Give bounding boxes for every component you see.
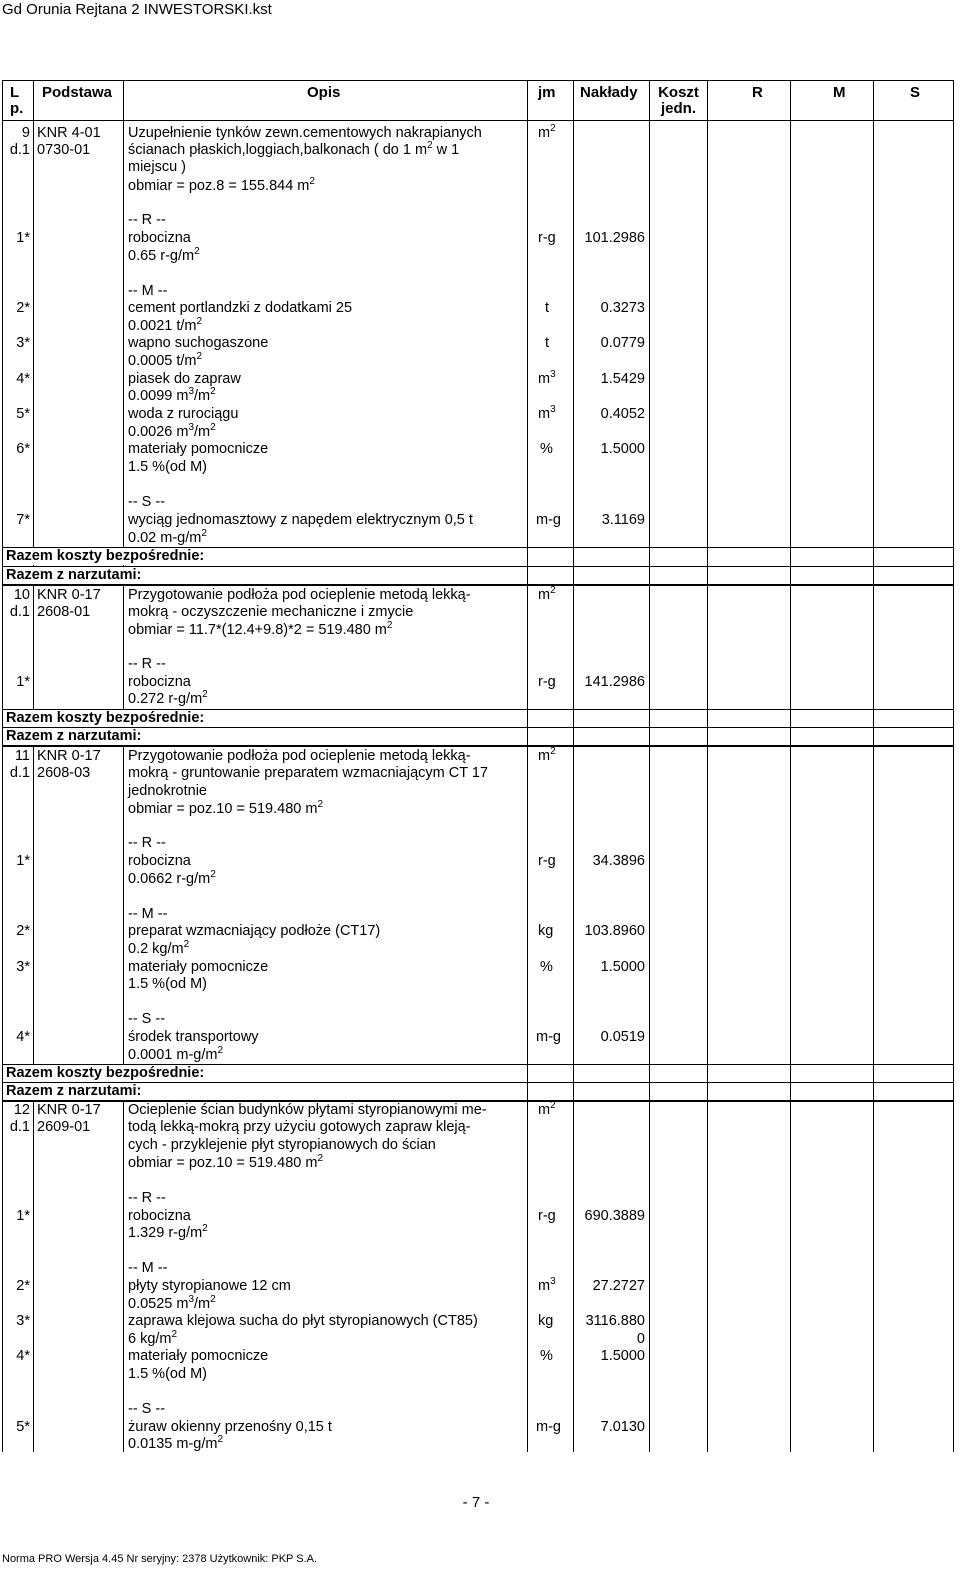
resource-name: preparat wzmacniający podłoże (CT17) <box>128 923 381 939</box>
table-top-border <box>2 80 953 81</box>
item-desc-line: miejscu ) <box>128 159 187 175</box>
item-unit: $m^2$ <box>538 1100 556 1118</box>
resource-norm: 0.0005 $t/m^2$ <box>128 351 203 369</box>
item-basis-code: 2608-03 <box>37 765 91 781</box>
resource-qty: 103.8960 <box>584 923 645 939</box>
col-divider <box>123 80 124 1452</box>
resource-unit: % <box>540 959 553 975</box>
resource-unit: kg <box>538 923 554 939</box>
resource-group-s: -- S -- <box>128 1011 166 1027</box>
item-desc-line: mokrą - gruntowanie preparatem wzmacniającym CT 17 <box>128 765 488 781</box>
resource-norm: 1.5 %(od M) <box>128 1366 207 1382</box>
resource-unit: r-g <box>538 230 556 246</box>
resource-qty: 0.3273 <box>600 300 645 316</box>
resource-id: 2* <box>16 300 30 316</box>
resource-id: 1* <box>16 1208 30 1224</box>
col-header-r: R <box>752 84 763 101</box>
with-markups-label: Razem z narzutami: <box>6 728 520 745</box>
item-basis-code: 0730-01 <box>37 142 91 158</box>
item-number: 11 <box>14 748 30 764</box>
item-divider <box>2 584 953 586</box>
resource-norm: 6 $kg/m^2$ <box>128 1329 178 1347</box>
resource-norm: 0.0135 $m-g/m^2$ <box>128 1434 224 1452</box>
resource-name: wapno suchogaszone <box>128 335 269 351</box>
resource-name: piasek do zapraw <box>128 371 241 387</box>
resource-qty: 141.2986 <box>584 674 645 690</box>
with-markups-label: Razem z narzutami: <box>6 567 520 584</box>
item-divider <box>2 745 953 747</box>
resource-name: wyciąg jednomasztowy z napędem elektrycznym 0,5 t <box>128 512 473 528</box>
resource-norm: 0.0001 $m-g/m^2$ <box>128 1045 224 1063</box>
item-desc-line: Ocieplenie ścian budynków płytami styropianowymi me- <box>128 1102 487 1118</box>
resource-qty: 1.5000 <box>600 441 645 457</box>
header-bottom-border <box>2 120 953 121</box>
resource-group-m: -- M -- <box>128 283 168 299</box>
resource-unit: % <box>540 1348 553 1364</box>
resource-name: żuraw okienny przenośny 0,15 t <box>128 1419 332 1435</box>
item-basis: KNR 4-01 <box>37 125 101 141</box>
resource-id: 3* <box>16 335 30 351</box>
item-basis: KNR 0-17 <box>37 748 101 764</box>
resource-name: robocizna <box>128 853 191 869</box>
resource-norm: 0.65 $r-g/m^2$ <box>128 246 200 264</box>
resource-norm: 1.5 %(od M) <box>128 459 207 475</box>
resource-qty: 0.0779 <box>600 335 645 351</box>
resource-norm: 0.272 $r-g/m^2$ <box>128 689 208 707</box>
resource-norm: 0.02 $m-g/m^2$ <box>128 528 207 546</box>
resource-norm: 1.329 $r-g/m^2$ <box>128 1223 208 1241</box>
resource-unit: $m^3$ <box>538 1276 556 1294</box>
resource-qty: 0.0519 <box>600 1029 645 1045</box>
resource-id: 4* <box>16 371 30 387</box>
resource-name: woda z rurociągu <box>128 406 239 422</box>
footer-info: Norma PRO Wersja 4.45 Nr seryjny: 2378 Użytkownik: PKP S.A. <box>2 1553 318 1565</box>
col-divider <box>33 80 34 1452</box>
resource-group-s: -- S -- <box>128 1401 166 1417</box>
item-number: 10 <box>13 587 30 603</box>
resource-qty: 101.2986 <box>584 230 645 246</box>
direct-costs-label: Razem koszty bezpośrednie: <box>6 1065 520 1082</box>
item-desc-line: cych - przyklejenie płyt styropianowych do ścian <box>128 1137 436 1153</box>
item-number-sub: d.1 <box>9 604 30 620</box>
resource-id: 6* <box>16 441 30 457</box>
item-desc-line: ścianach płaskich,loggiach,balkonach ( do 1 $m^2$ w 1 <box>128 140 460 158</box>
item-desc-line: Przygotowanie podłoża pod ocieplenie metodą lekką- <box>128 587 471 603</box>
item-measure: obmiar = poz.10 = 519.480 $m^2$ <box>128 1153 323 1171</box>
file-title: Gd Orunia Rejtana 2 INWESTORSKI.kst <box>2 1 272 18</box>
item-measure: obmiar = poz.10 = 519.480 $m^2$ <box>128 799 323 817</box>
with-markups-label: Razem z narzutami: <box>6 1083 520 1100</box>
resource-unit: $m^3$ <box>538 369 556 387</box>
resource-qty: 7.0130 <box>600 1419 645 1435</box>
direct-costs-label: Razem koszty bezpośrednie: <box>6 548 520 565</box>
resource-qty: 1.5000 <box>600 959 645 975</box>
resource-norm: 0.0026 $m^3/m^2$ <box>128 422 216 440</box>
item-desc-line: Uzupełnienie tynków zewn.cementowych nakrapianych <box>128 125 482 141</box>
resource-qty: 1.5000 <box>600 1348 645 1364</box>
resource-norm: 1.5 %(od M) <box>128 976 207 992</box>
col-header-naklady: Nakłady <box>580 84 638 101</box>
item-number-sub: d.1 <box>9 1119 30 1135</box>
resource-norm: 0.0021 $t/m^2$ <box>128 316 203 334</box>
resource-id: 4* <box>16 1029 30 1045</box>
item-measure: obmiar = poz.8 = 155.844 $m^2$ <box>128 176 315 194</box>
col-header-opis: Opis <box>307 84 341 101</box>
resource-qty: 1.5429 <box>600 371 645 387</box>
item-basis: KNR 0-17 <box>37 587 101 603</box>
resource-unit: m-g <box>536 1029 561 1045</box>
resource-name: robocizna <box>128 674 191 690</box>
item-number: 9 <box>21 125 30 141</box>
item-number-sub: d.1 <box>9 142 30 158</box>
resource-unit: m-g <box>536 1419 561 1435</box>
resource-qty: 34.3896 <box>592 853 645 869</box>
resource-id: 5* <box>16 1419 30 1435</box>
col-divider <box>707 80 708 1452</box>
col-header-koszt: Koszt jedn. <box>658 84 699 117</box>
resource-group-m: -- M -- <box>128 906 168 922</box>
resource-qty: 3116.880 <box>585 1313 645 1329</box>
col-header-lp: L p. <box>10 84 24 117</box>
resource-qty-extra: 0 <box>636 1331 645 1347</box>
resource-group-m: -- M -- <box>128 1260 168 1276</box>
resource-id: 2* <box>16 923 30 939</box>
resource-norm: 0.0525 $m^3/m^2$ <box>128 1294 216 1312</box>
col-header-s: S <box>910 84 921 101</box>
resource-group-r: -- R -- <box>128 212 166 228</box>
resource-unit: t <box>545 335 550 351</box>
resource-id: 5* <box>16 406 30 422</box>
resource-name: robocizna <box>128 1208 191 1224</box>
item-unit: $m^2$ <box>538 585 556 603</box>
resource-norm: 0.0099 $m^3/m^2$ <box>128 386 216 404</box>
resource-unit: $m^3$ <box>538 404 556 422</box>
direct-costs-label: Razem koszty bezpośrednie: <box>6 710 520 727</box>
item-unit: $m^2$ <box>538 123 556 141</box>
item-basis: KNR 0-17 <box>37 1102 101 1118</box>
resource-unit: r-g <box>538 853 556 869</box>
col-divider <box>649 80 650 1452</box>
col-header-podstawa: Podstawa <box>42 84 113 101</box>
resource-id: 3* <box>16 959 30 975</box>
resource-id: 1* <box>16 230 30 246</box>
resource-unit: r-g <box>538 674 556 690</box>
resource-name: płyty styropianowe 12 cm <box>128 1278 291 1294</box>
col-header-m: M <box>833 84 846 101</box>
resource-name: cement portlandzki z dodatkami 25 <box>128 300 353 316</box>
resource-group-s: -- S -- <box>128 494 166 510</box>
resource-id: 4* <box>16 1348 30 1364</box>
resource-unit: m-g <box>536 512 561 528</box>
resource-unit: kg <box>538 1313 554 1329</box>
col-divider <box>527 80 528 1452</box>
resource-id: 1* <box>16 853 30 869</box>
page-number: - 7 - <box>462 1494 490 1511</box>
resource-unit: r-g <box>538 1208 556 1224</box>
resource-qty: 3.1169 <box>601 512 645 528</box>
resource-id: 2* <box>16 1278 30 1294</box>
resource-group-r: -- R -- <box>128 1190 166 1206</box>
item-measure: obmiar = 11.7*(12.4+9.8)*2 = 519.480 $m^2$ <box>128 620 393 638</box>
item-number-sub: d.1 <box>9 765 30 781</box>
resource-name: zaprawa klejowa sucha do płyt styropianowych (CT85) <box>128 1313 478 1329</box>
resource-qty: 690.3889 <box>584 1208 645 1224</box>
col-header-jm: jm <box>538 84 556 101</box>
col-divider <box>573 80 574 1452</box>
resource-name: materiały pomocnicze <box>128 959 269 975</box>
col-divider <box>790 80 791 1452</box>
resource-id: 7* <box>16 512 30 528</box>
resource-unit: t <box>545 300 550 316</box>
resource-norm: 0.0662 $r-g/m^2$ <box>128 869 216 887</box>
resource-group-r: -- R -- <box>128 656 166 672</box>
resource-id: 1* <box>16 674 30 690</box>
resource-unit: % <box>540 441 553 457</box>
item-basis-code: 2608-01 <box>37 604 91 620</box>
resource-id: 3* <box>16 1313 30 1329</box>
resource-group-r: -- R -- <box>128 835 166 851</box>
item-basis-code: 2609-01 <box>37 1119 91 1135</box>
item-desc-line: todą lekką-mokrą przy użyciu gotowych zapraw kleją- <box>128 1119 471 1135</box>
item-number: 12 <box>13 1102 30 1118</box>
col-divider <box>873 80 874 1452</box>
item-unit: $m^2$ <box>538 746 556 764</box>
resource-name: środek transportowy <box>128 1029 259 1045</box>
item-desc-line: Przygotowanie podłoża pod ocieplenie metodą lekką- <box>128 748 471 764</box>
resource-name: materiały pomocnicze <box>128 1348 269 1364</box>
resource-qty: 0.4052 <box>600 406 645 422</box>
resource-name: materiały pomocnicze <box>128 441 269 457</box>
resource-norm: 0.2 $kg/m^2$ <box>128 939 190 957</box>
resource-qty: 27.2727 <box>592 1278 645 1294</box>
item-desc-line: mokrą - oczyszczenie mechaniczne i zmycie <box>128 604 414 620</box>
item-desc-line: jednokrotnie <box>128 783 207 799</box>
resource-name: robocizna <box>128 230 191 246</box>
